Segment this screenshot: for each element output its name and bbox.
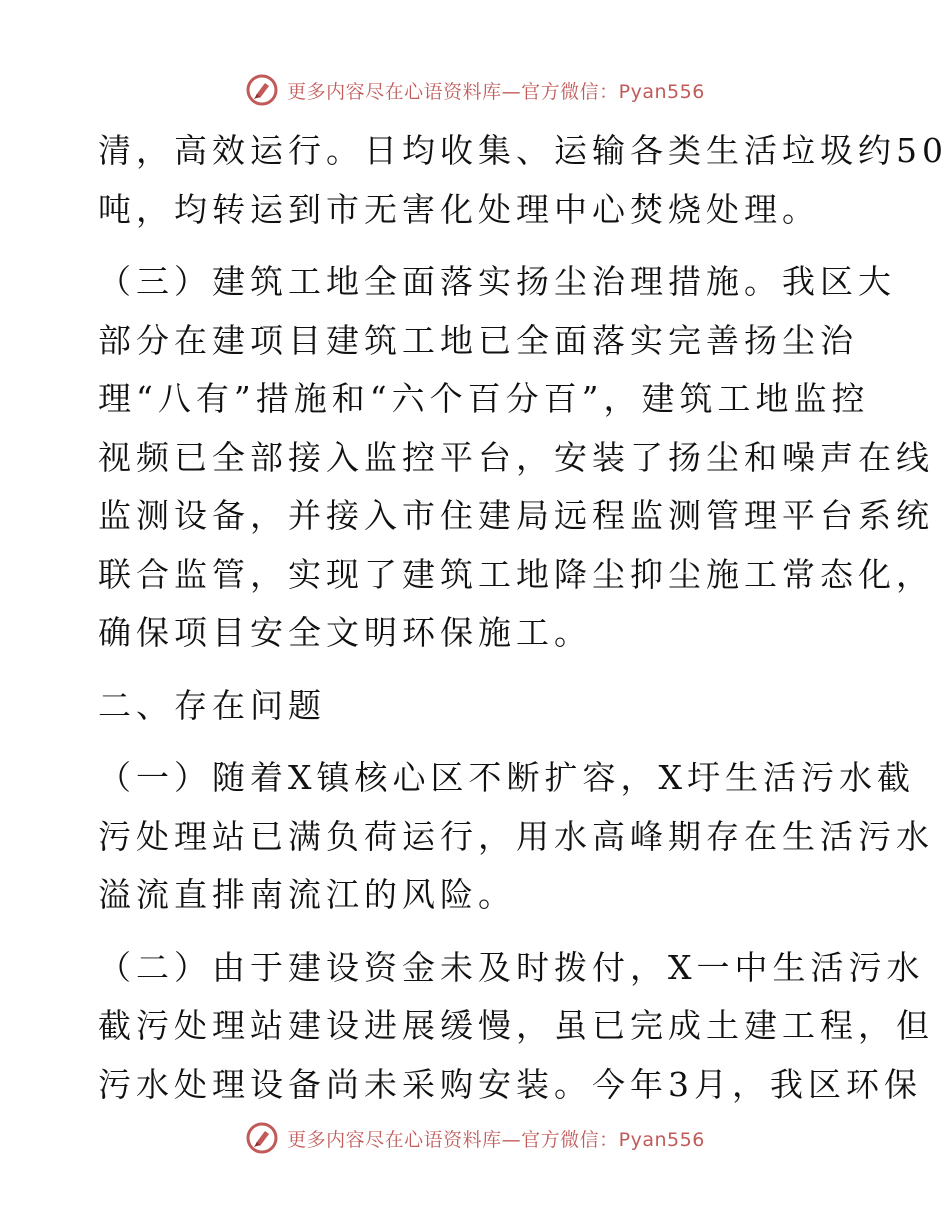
text-line: 截污处理站建设进展缓慢，虽已完成土建工程，但: [98, 1006, 934, 1045]
watermark-text: 更多内容尽在心语资料库—官方微信：Pyan556: [287, 80, 705, 103]
watermark-header: [0, 70, 950, 110]
paragraph-problem-two: [98, 939, 934, 1115]
logo-icon: [245, 73, 279, 107]
watermark-footer: [0, 1118, 950, 1158]
text-line: （一）随着X镇核心区不断扩容，X圩生活污水截: [98, 758, 915, 797]
paragraph-garbage: [98, 122, 948, 239]
text-line: 理“八有”措施和“六个百分百”，建筑工地监控: [98, 379, 870, 418]
logo-icon: [245, 1121, 279, 1155]
watermark-text: 更多内容尽在心语资料库—官方微信：Pyan556: [287, 1128, 705, 1151]
text-line: 联合监管，实现了建筑工地降尘抑尘施工常态化，: [98, 554, 934, 594]
text-line: 部分在建项目建筑工地已全面落实完善扬尘治: [98, 320, 858, 360]
text-line: 溢流直排南流江的风险。: [98, 875, 516, 914]
document-body: [98, 122, 948, 1114]
paragraph-dust-control: [98, 253, 934, 663]
text-line: 清，高效运行。日均收集、运输各类生活垃圾约50: [98, 131, 948, 170]
text-line: （二）由于建设资金未及时拨付，X一中生活污水: [98, 947, 925, 987]
text-line: 监测设备，并接入市住建局远程监测管理平台系统: [98, 496, 934, 535]
heading-line: 二、存在问题: [98, 685, 326, 725]
text-line: 确保项目安全文明环保施工。: [98, 613, 592, 652]
text-line: （三）建筑工地全面落实扬尘治理措施。我区大: [98, 262, 896, 301]
text-line: 污处理站已满负荷运行，用水高峰期存在生活污水: [98, 816, 934, 856]
section-heading: [98, 677, 868, 736]
paragraph-problem-one: [98, 749, 934, 925]
text-line: 污水处理设备尚未采购安装。今年3月，我区环保: [98, 1064, 922, 1104]
text-line: 吨，均转运到市无害化处理中心焚烧处理。: [98, 189, 820, 229]
text-line: 视频已全部接入监控平台，安装了扬尘和噪声在线: [98, 437, 934, 477]
